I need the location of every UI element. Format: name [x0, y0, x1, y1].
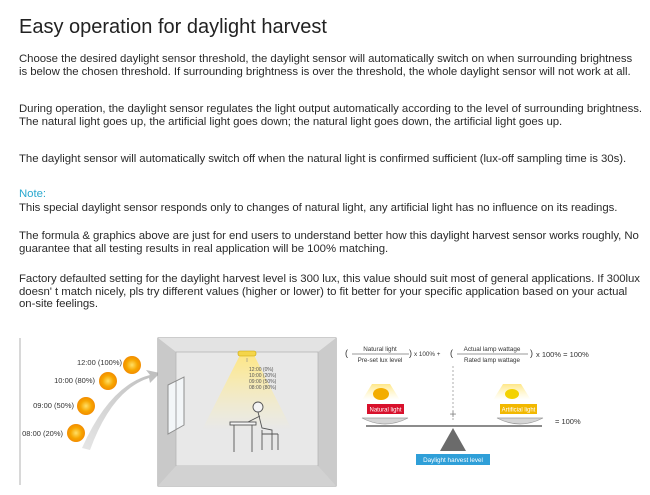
- balance-scale: [362, 384, 581, 465]
- lamp-readout: 10:00 (20%): [249, 373, 277, 379]
- sun-time-label: 12:00 (100%): [76, 358, 122, 367]
- sun-08: [22, 424, 85, 442]
- sun-icon: [99, 372, 117, 390]
- formula-actual-wattage: Actual lamp wattage: [463, 346, 521, 353]
- svg-text:(: (: [345, 348, 348, 358]
- sun-icon: [77, 397, 95, 415]
- paragraph-switch-off: The daylight sensor will automatically switch off when the natural light is confirmed sufficient (lux-off sampling time is 30s).: [19, 153, 627, 165]
- daylight-harvest-figure: [0, 330, 650, 495]
- formula-times-plus: x 100% +: [414, 351, 441, 358]
- natural-light-tag-label: Natural light: [369, 407, 402, 414]
- paragraph-operation: During operation, the daylight sensor regulates the light output automatically according to the level of surrounding brightness. The natural light goes up, the artificial light goes down; the natural light goes down, the artificial light goes up.: [19, 103, 642, 128]
- svg-text:(: (: [450, 348, 453, 358]
- fulcrum-icon: [440, 428, 466, 451]
- sun-time-label: 09:00 (50%): [33, 401, 74, 410]
- lamp-readout: 08:00 (80%): [249, 385, 277, 391]
- paragraph-threshold: Choose the desired daylight sensor threshold, the daylight sensor will automatically switch on when surrounding brightness is below the chosen threshold. If surrounding brightness is over the threshold, the whole daylight sensor will not work at all.: [19, 53, 633, 78]
- sun-icon: [67, 424, 85, 442]
- note-line-formula: The formula & graphics above are just for end users to understand better how this daylight harvest sensor works roughly, No guarantee that all testing results in real application will be 100% matching.: [19, 230, 639, 255]
- sun-12: [77, 356, 141, 374]
- room-illustration: [158, 338, 336, 486]
- note-line-sensor: This special daylight sensor responds only to changes of natural light, any artificial light has no influence on its readings.: [19, 202, 618, 214]
- svg-text:): ): [409, 348, 412, 358]
- formula-preset-lux-level: Pre-set lux level: [357, 357, 403, 364]
- daylight-harvest-level-label: Daylight harvest level: [423, 457, 483, 464]
- svg-text:): ): [530, 348, 533, 358]
- sun-icon: [123, 356, 141, 374]
- formula-result: = 100%: [555, 417, 581, 426]
- page-title: Easy operation for daylight harvest: [19, 16, 327, 38]
- lamp-readout: 09:00 (50%): [249, 379, 277, 385]
- sun-time-label: 10:00 (80%): [54, 376, 95, 385]
- lamp-readout: 12:00 (0%): [249, 367, 274, 373]
- artificial-light-tag-label: Artificial light: [501, 407, 536, 414]
- note-label: Note:: [19, 188, 46, 200]
- artificial-light-icon: [505, 389, 519, 399]
- note-line-factory-default: Factory defaulted setting for the daylight harvest level is 300 lux, this value should suit most of general applications. If 300lux doesn' t match nicely, pls try different values (higher or lower) to fit better for your specific application based on your actual on-site feelings.: [19, 273, 640, 311]
- formula-equals: x 100% = 100%: [536, 350, 589, 359]
- sun-time-label: 08:00 (20%): [22, 429, 63, 438]
- formula-rated-wattage: Rated lamp wattage: [463, 357, 521, 364]
- natural-light-icon: [373, 388, 389, 400]
- formula-natural-light: Natural light: [363, 346, 397, 353]
- sun-09: [33, 397, 95, 415]
- sun-10: [54, 372, 117, 390]
- ceiling-lamp-icon: [238, 351, 256, 356]
- svg-text:+: +: [449, 407, 457, 421]
